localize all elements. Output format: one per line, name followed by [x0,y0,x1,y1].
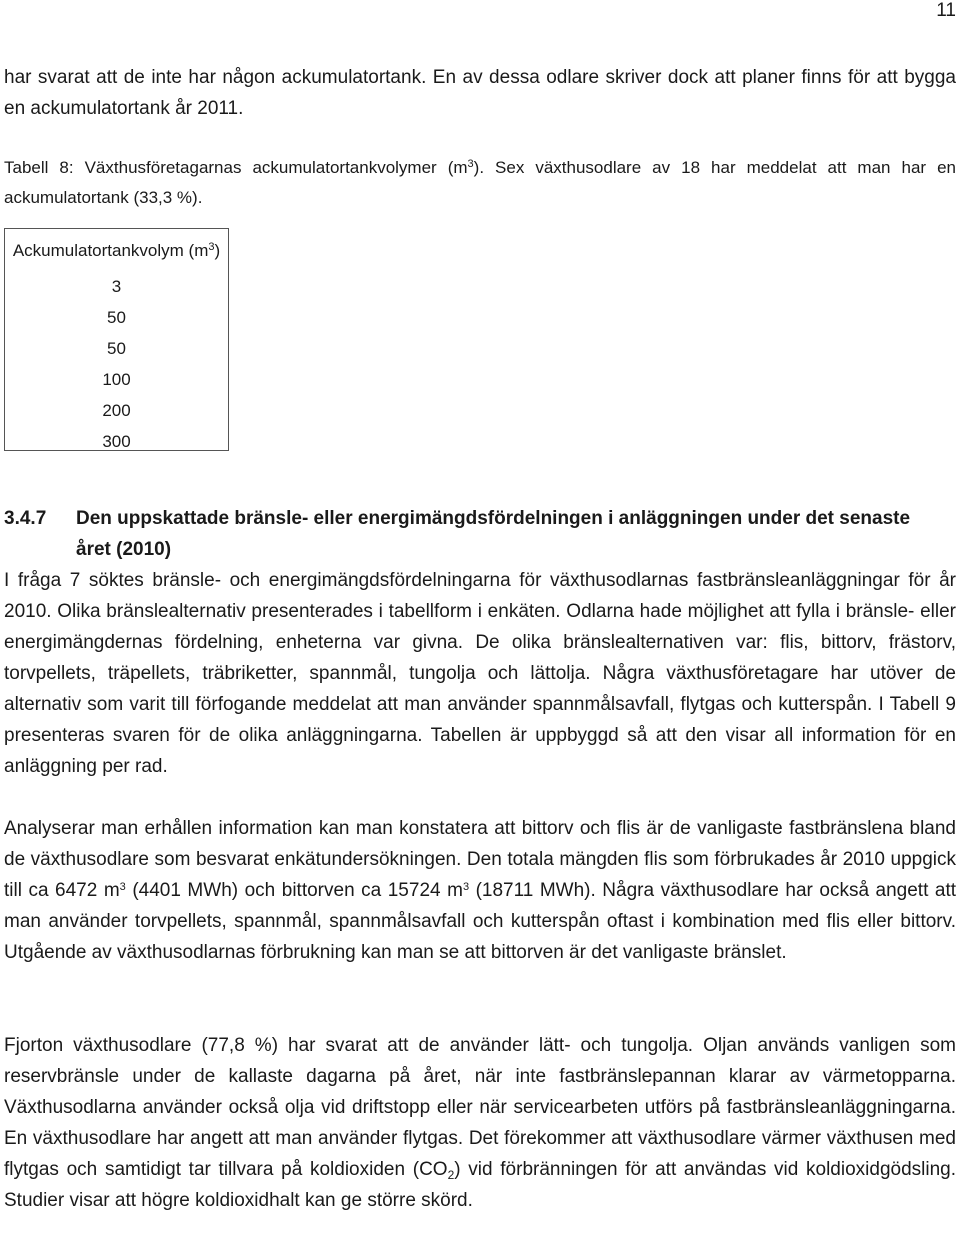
section-heading-line1 [4,503,910,534]
table-body [5,271,228,457]
table-header-text: Ackumulatortankvolym (m [12,241,209,260]
paragraph-3-text-a: Fjorton växthusodlare (77,8 %) har svarat att de använder lätt- och tungolja. Oljan används vanligen som reservbränsle under de kallaste dagarna på året, när inte fastbränslepannan klarar av värmetopparna. Växthusodlarna använder också olja vid driftstopp eller när servicearbeten utförs på fastbränsleanläggningarna. En växthusodlare har angett att man använder flytgas. Det förekommer att växthusodlare värmer växthusen med flytgas och samtidigt tar tillvara på koldioxiden (CO [4,1035,956,1180]
table-cell: 50 [107,339,126,358]
paragraph-2 [4,813,956,968]
caption-superscript: 3 [467,158,474,170]
table-cell: 50 [107,308,126,327]
table-header-close: ) [214,241,221,260]
table-cell: 300 [102,432,131,451]
section-heading [4,503,910,565]
table-cell: 200 [102,401,131,420]
paragraph-2-text-a: Analyserar man erhållen information kan man konstatera att bittorv och flis är de vanligaste fastbränslena bland de växthusodlare som besvarat enkätundersökningen. Den totala mängden flis som förbrukades år 2010 uppgick till ca 6472 m [4,818,956,901]
paragraph-2-text-c: (18711 MWh). Några växthusodlare har också angett att man använder torvpellets, spannmål, spannmålsavfall och kutterspån oftast i kombination med flis eller bittorv. Utgående av växthusodlarnas förbrukning kan man se att bittorven är det vanligaste bränslet. [4,880,956,963]
section-title-line1: Den uppskattade bränsle- eller energimängdsfördelningen i anläggningen under det senaste [76,508,911,529]
section-number: 3.4.7 [4,508,47,529]
paragraph-2-text-b: (4401 MWh) och bittorven ca 15724 m [125,880,463,901]
table-header [5,237,228,265]
intro-paragraph: har svarat att de inte har någon ackumulatortank. En av dessa odlare skriver dock att planer finns för att bygga en ackumulatortank år 2011. [4,67,956,119]
subscript: 2 [447,1168,455,1182]
table-cell: 3 [111,277,122,296]
volume-table [4,228,229,451]
paragraph-3 [4,1030,956,1216]
table-caption [4,153,956,213]
page-number: 11 [936,0,956,21]
caption-text-start: Tabell 8: Växthusföretagarnas ackumulatortankvolymer (m [4,158,468,177]
paragraph-3-text-b: ) vid förbränningen för att användas vid koldioxidgödsling. Studier visar att högre koldioxidhalt kan ge större skörd. [4,1159,957,1211]
superscript: 3 [119,881,126,893]
table-header-superscript: 3 [208,241,215,253]
table-cell: 100 [102,370,131,389]
superscript: 3 [462,881,470,893]
section-title-line2: året (2010) [76,539,172,560]
paragraph-1: I fråga 7 söktes bränsle- och energimängdsfördelningarna för växthusodlarnas fastbränsleanläggningar för år 2010. Olika bränslealternativ presenterades i tabellform i enkäten. Odlarna hade möjlighet att fylla i bränsle- eller energimängdernas fördelning, enheterna var givna. De olika bränslealternativen var: flis, bittorv, frästorv, torvpellets, träpellets, träbriketter, spannmål, tungolja och lättolja. Några växthusföretagare har utöver de alternativ som varit till förfogande meddelat att man använder spannmålsavfall, flytgas och kutterspån. I Tabell 9 presenteras svaren för de olika anläggningarna. Tabellen är uppbyggd så att den visar all information för en anläggning per rad. [4,570,956,777]
caption-text-end: ). Sex växthusodlare av 18 har meddelat att man har en ackumulatortank (33,3 %). [4,158,956,207]
